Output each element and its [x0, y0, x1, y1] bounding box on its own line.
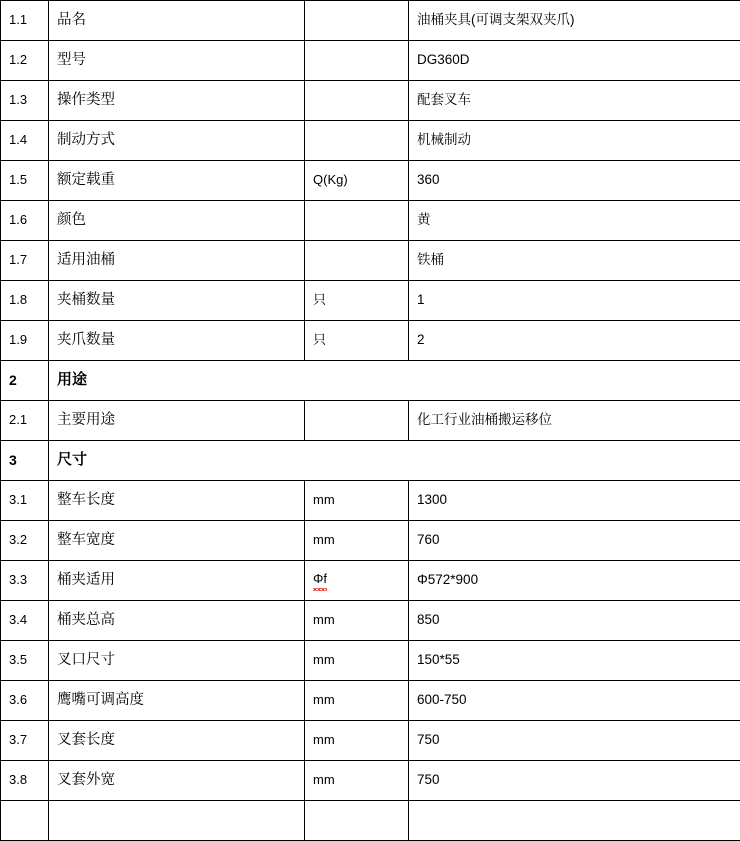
row-unit: mm — [305, 481, 409, 521]
row-number: 3.1 — [1, 481, 49, 521]
row-number: 3.6 — [1, 681, 49, 721]
row-unit: mm — [305, 681, 409, 721]
row-value: 600-750 — [409, 681, 740, 721]
row-number: 3.3 — [1, 561, 49, 601]
row-number: 3.4 — [1, 601, 49, 641]
row-number — [1, 801, 49, 841]
table-row — [1, 601, 740, 641]
table-row — [1, 121, 740, 161]
table-section-row — [1, 361, 740, 401]
table-row — [1, 481, 740, 521]
row-unit: mm — [305, 721, 409, 761]
row-item-name: 桶夹总高 — [49, 601, 305, 641]
table-row — [1, 641, 740, 681]
row-value: 750 — [409, 761, 740, 801]
row-item-name: 夹爪数量 — [49, 321, 305, 361]
row-unit: 只 — [305, 281, 409, 321]
row-value: 2 — [409, 321, 740, 361]
row-item-name: 型号 — [49, 41, 305, 81]
specification-table-body — [1, 1, 740, 841]
row-number: 1.5 — [1, 161, 49, 201]
row-item-name: 叉口尺寸 — [49, 641, 305, 681]
row-item-name: 额定载重 — [49, 161, 305, 201]
row-unit — [305, 241, 409, 281]
table-row — [1, 281, 740, 321]
row-item-name: 主要用途 — [49, 401, 305, 441]
row-unit: Q(Kg) — [305, 161, 409, 201]
table-row — [1, 41, 740, 81]
row-item-name: 整车长度 — [49, 481, 305, 521]
row-item-name: 颜色 — [49, 201, 305, 241]
row-item-name: 品名 — [49, 1, 305, 41]
row-value: 机械制动 — [409, 121, 740, 161]
row-item-name: 操作类型 — [49, 81, 305, 121]
row-value: 黄 — [409, 201, 740, 241]
table-row — [1, 681, 740, 721]
row-unit — [305, 201, 409, 241]
row-unit — [305, 401, 409, 441]
row-unit — [305, 121, 409, 161]
row-number: 3.8 — [1, 761, 49, 801]
row-value: 配套叉车 — [409, 81, 740, 121]
row-unit: mm — [305, 761, 409, 801]
table-row — [1, 401, 740, 441]
row-item-name: 叉套外宽 — [49, 761, 305, 801]
row-number: 1.3 — [1, 81, 49, 121]
table-row — [1, 1, 740, 41]
row-unit: mm — [305, 641, 409, 681]
row-value: DG360D — [409, 41, 740, 81]
row-number: 1.9 — [1, 321, 49, 361]
row-unit — [305, 1, 409, 41]
row-unit — [305, 801, 409, 841]
row-unit: mm — [305, 521, 409, 561]
row-value: Φ572*900 — [409, 561, 740, 601]
table-row — [1, 81, 740, 121]
row-number: 1.1 — [1, 1, 49, 41]
table-row — [1, 761, 740, 801]
row-value: 1300 — [409, 481, 740, 521]
table-row — [1, 161, 740, 201]
section-title: 用途 — [49, 361, 740, 401]
row-number: 1.8 — [1, 281, 49, 321]
row-value: 150*55 — [409, 641, 740, 681]
row-number: 3.7 — [1, 721, 49, 761]
row-item-name: 适用油桶 — [49, 241, 305, 281]
row-unit — [305, 561, 409, 601]
section-number: 3 — [1, 441, 49, 481]
row-value: 760 — [409, 521, 740, 561]
row-unit: 只 — [305, 321, 409, 361]
row-number: 3.5 — [1, 641, 49, 681]
row-value: 1 — [409, 281, 740, 321]
row-item-name: 制动方式 — [49, 121, 305, 161]
row-value — [409, 801, 740, 841]
table-row — [1, 241, 740, 281]
row-item-name: 桶夹适用 — [49, 561, 305, 601]
row-item-name: 整车宽度 — [49, 521, 305, 561]
row-item-name: 鹰嘴可调高度 — [49, 681, 305, 721]
row-item-name — [49, 801, 305, 841]
section-title: 尺寸 — [49, 441, 740, 481]
row-value: 750 — [409, 721, 740, 761]
row-item-name: 叉套长度 — [49, 721, 305, 761]
row-unit — [305, 41, 409, 81]
row-number: 1.6 — [1, 201, 49, 241]
row-item-name: 夹桶数量 — [49, 281, 305, 321]
row-value: 油桶夹具(可调支架双夹爪) — [409, 1, 740, 41]
row-number: 1.2 — [1, 41, 49, 81]
table-row — [1, 321, 740, 361]
table-row — [1, 721, 740, 761]
row-value: 360 — [409, 161, 740, 201]
table-section-row — [1, 441, 740, 481]
row-value: 850 — [409, 601, 740, 641]
table-row — [1, 561, 740, 601]
table-row — [1, 201, 740, 241]
table-row-clipped — [1, 801, 740, 841]
section-number: 2 — [1, 361, 49, 401]
table-row — [1, 521, 740, 561]
row-unit — [305, 81, 409, 121]
row-value: 铁桶 — [409, 241, 740, 281]
row-number: 3.2 — [1, 521, 49, 561]
row-value: 化工行业油桶搬运移位 — [409, 401, 740, 441]
row-number: 1.4 — [1, 121, 49, 161]
row-number: 2.1 — [1, 401, 49, 441]
misspelled-unit-text: Φf — [313, 571, 327, 589]
row-unit: mm — [305, 601, 409, 641]
row-number: 1.7 — [1, 241, 49, 281]
